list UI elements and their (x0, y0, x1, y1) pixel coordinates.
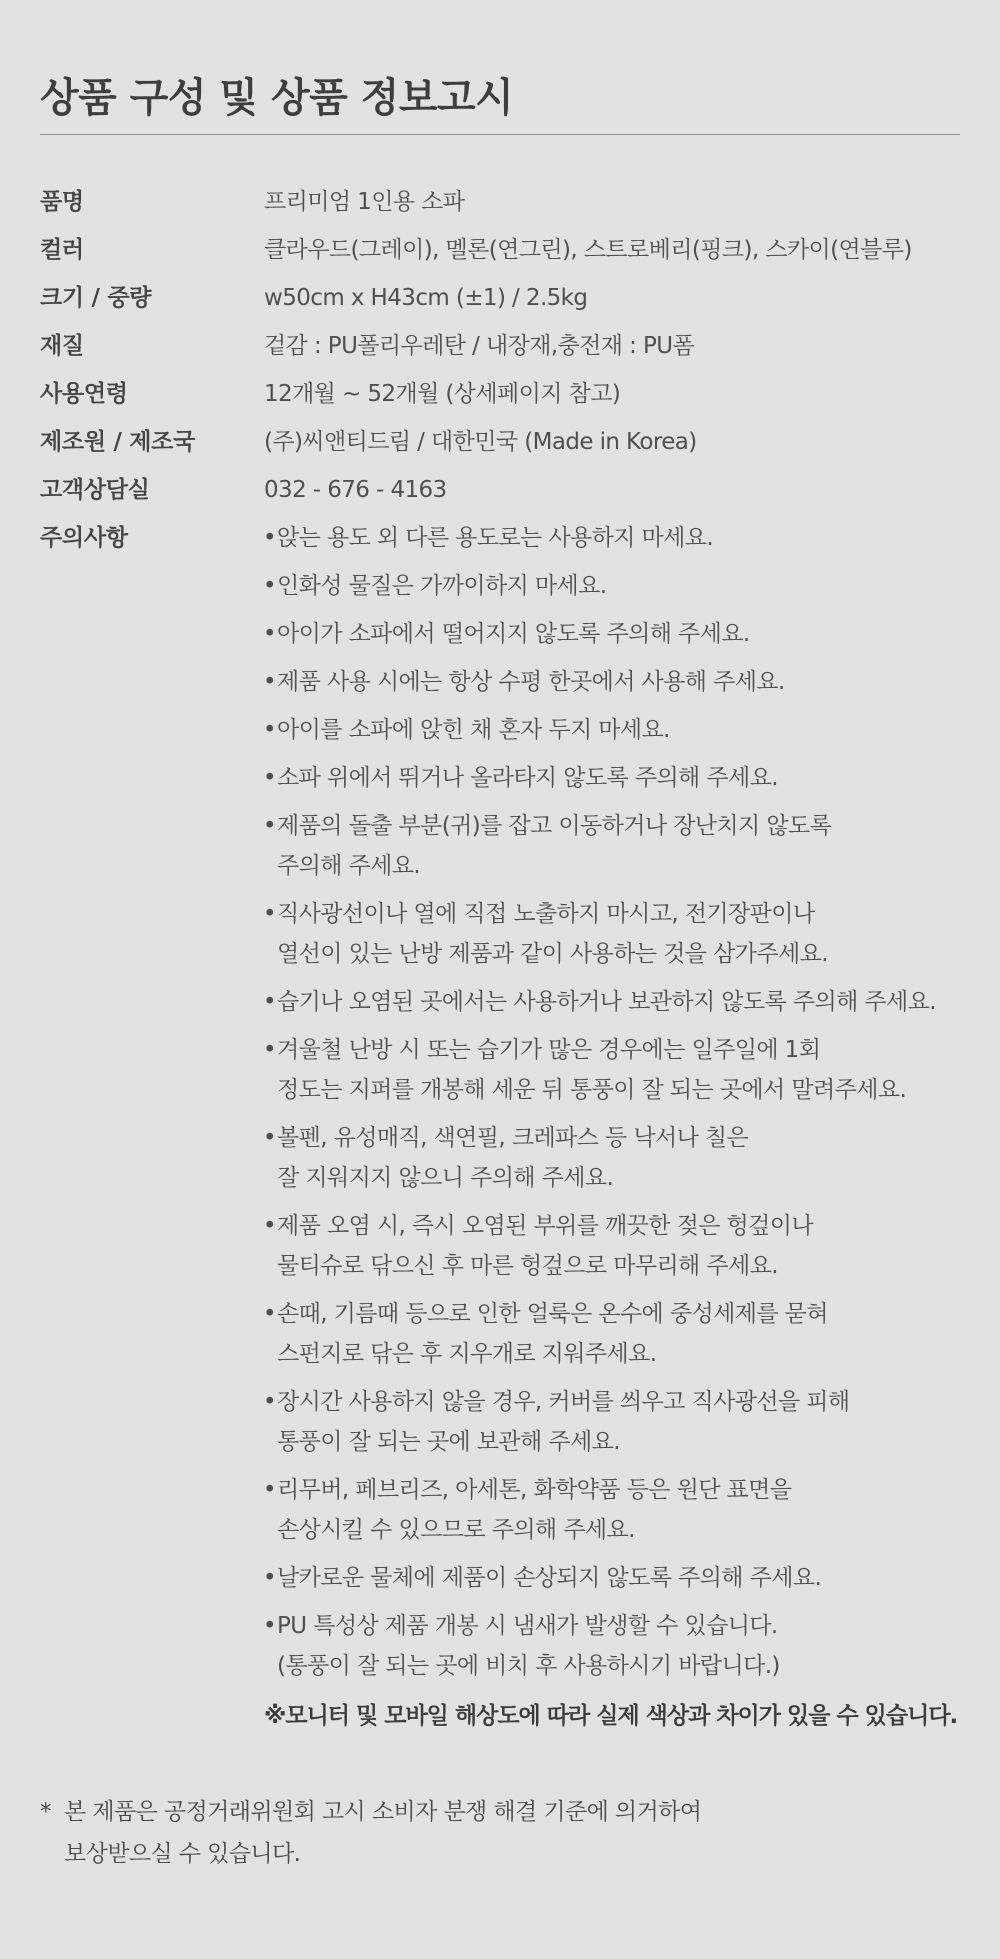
footnote-line: 보상받으실 수 있습니다. (64, 1841, 301, 1867)
spec-value: w50cm x H43cm (±1) / 2.5kg (264, 285, 588, 311)
caution-line: • 습기나 오염된 곳에서는 사용하거나 보관하지 않도록 주의해 주세요. (277, 989, 936, 1015)
spec-row-color (40, 226, 965, 274)
caution-item (264, 1114, 965, 1202)
caution-line: • 앉는 용도 외 다른 용도로는 사용하지 마세요. (277, 525, 714, 551)
caution-item (264, 802, 965, 890)
spec-row-manufacturer (40, 418, 965, 466)
spec-row-customer-service (40, 466, 965, 514)
spec-row-caution (40, 514, 965, 1740)
caution-item (264, 1290, 965, 1378)
spec-value: 프리미엄 1인용 소파 (264, 189, 465, 215)
caution-line: • 겨울철 난방 시 또는 습기가 많은 경우에는 일주일에 1회 (277, 1037, 821, 1063)
caution-line: • 리무버, 페브리즈, 아세톤, 화학약품 등은 원단 표면을 (277, 1477, 792, 1503)
caution-line: 손상시킬 수 있으므로 주의해 주세요. (277, 1517, 635, 1543)
caution-item (264, 658, 965, 706)
caution-line: • PU 특성상 제품 개봉 시 냄새가 발생할 수 있습니다. (277, 1613, 778, 1639)
caution-line: • 장시간 사용하지 않을 경우, 커버를 씌우고 직사광선을 피해 (277, 1389, 850, 1415)
spec-table (40, 178, 965, 1740)
spec-label: 제조원 / 제조국 (40, 429, 196, 455)
caution-line: 열선이 있는 난방 제품과 같이 사용하는 것을 삼가주세요. (277, 941, 828, 967)
spec-label: 컬러 (40, 237, 84, 263)
caution-line: • 소파 위에서 뛰거나 올라타지 않도록 주의해 주세요. (277, 765, 778, 791)
caution-line: 잘 지워지지 않으니 주의해 주세요. (277, 1165, 614, 1191)
caution-line: 주의해 주세요. (277, 853, 421, 879)
footnote-line: 본 제품은 공정거래위원회 고시 소비자 분쟁 해결 기준에 의거하여 (64, 1799, 702, 1825)
caution-line: 물티슈로 닦으신 후 마른 헝겊으로 마무리해 주세요. (277, 1253, 778, 1279)
display-warning: ※모니터 및 모바일 해상도에 따라 실제 색상과 차이가 있을 수 있습니다. (264, 1703, 958, 1729)
spec-row-size-weight (40, 274, 965, 322)
caution-line: • 아이가 소파에서 떨어지지 않도록 주의해 주세요. (277, 621, 750, 647)
footnote-text (40, 1791, 940, 1875)
spec-row-age (40, 370, 965, 418)
caution-line: • 손때, 기름때 등으로 인한 얼룩은 온수에 중성세제를 묻혀 (277, 1301, 828, 1327)
caution-item (264, 754, 965, 802)
spec-row-name (40, 178, 965, 226)
caution-line: 통풍이 잘 되는 곳에 보관해 주세요. (277, 1429, 620, 1455)
caution-item (264, 1466, 965, 1554)
caution-line: • 직사광선이나 열에 직접 노출하지 마시고, 전기장판이나 (277, 901, 815, 927)
caution-line: • 제품 오염 시, 즉시 오염된 부위를 깨끗한 젖은 헝겊이나 (277, 1213, 813, 1239)
caution-line: • 인화성 물질은 가까이하지 마세요. (277, 573, 607, 599)
spec-label: 재질 (40, 333, 84, 359)
spec-value: (주)씨앤티드림 / 대한민국 (Made in Korea) (264, 429, 697, 455)
caution-item (264, 1202, 965, 1290)
caution-list (264, 514, 965, 1690)
caution-item (264, 1554, 965, 1602)
spec-label: 사용연령 (40, 381, 128, 407)
caution-item (264, 1026, 965, 1114)
title-divider (40, 134, 960, 135)
caution-line: • 제품의 돌출 부분(귀)를 잡고 이동하거나 장난치지 않도록 (277, 813, 832, 839)
caution-item (264, 890, 965, 978)
caution-item (264, 562, 965, 610)
caution-item (264, 706, 965, 754)
customer-service-phone: 032 - 676 - 4163 (264, 477, 447, 503)
caution-item (264, 978, 965, 1026)
caution-line: 스펀지로 닦은 후 지우개로 지워주세요. (277, 1341, 657, 1367)
page-title: 상품 구성 및 상품 정보고시 (40, 75, 514, 121)
spec-label: 품명 (40, 189, 84, 215)
spec-label: 크기 / 중량 (40, 285, 152, 311)
caution-item (264, 514, 965, 562)
caution-line: • 볼펜, 유성매직, 색연필, 크레파스 등 낙서나 칠은 (277, 1125, 749, 1151)
spec-row-material (40, 322, 965, 370)
caution-item (264, 1378, 965, 1466)
footnote-marker: * (40, 1799, 51, 1825)
footnote (40, 1791, 940, 1875)
caution-line: • 아이를 소파에 앉힌 채 혼자 두지 마세요. (277, 717, 670, 743)
caution-line: • 제품 사용 시에는 항상 수평 한곳에서 사용해 주세요. (277, 669, 785, 695)
spec-label: 고객상담실 (40, 477, 150, 503)
caution-line: 정도는 지퍼를 개봉해 세운 뒤 통풍이 잘 되는 곳에서 말려주세요. (277, 1077, 907, 1103)
caution-line: (통풍이 잘 되는 곳에 비치 후 사용하시기 바랍니다.) (277, 1653, 780, 1679)
spec-value: 클라우드(그레이), 멜론(연그린), 스트로베리(핑크), 스카이(연블루) (264, 237, 912, 263)
caution-item (264, 610, 965, 658)
spec-value: 겉감 : PU폴리우레탄 / 내장재,충전재 : PU폼 (264, 333, 695, 359)
spec-value: 12개월 ~ 52개월 (상세페이지 참고) (264, 381, 621, 407)
caution-item (264, 1602, 965, 1690)
caution-line: • 날카로운 물체에 제품이 손상되지 않도록 주의해 주세요. (277, 1565, 822, 1591)
caution-block (264, 514, 965, 1740)
spec-label: 주의사항 (40, 525, 128, 551)
